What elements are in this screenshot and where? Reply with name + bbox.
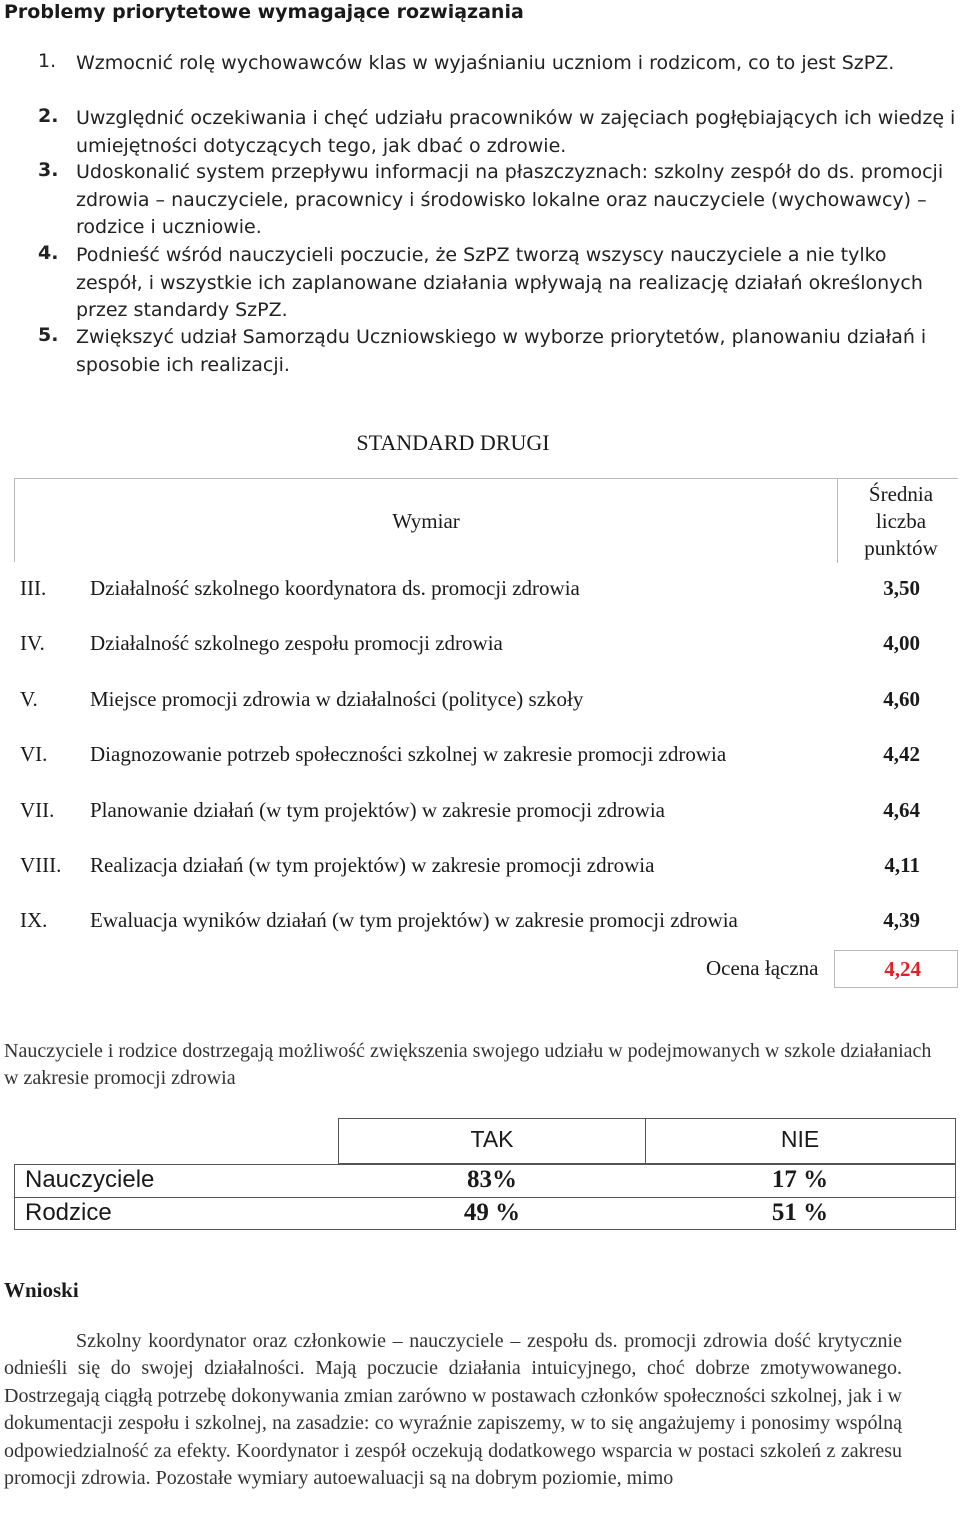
survey-value-tak: 83% (467, 1166, 517, 1193)
total-box (834, 950, 958, 988)
table-row (20, 742, 920, 770)
priority-number: 4. (38, 242, 59, 264)
conclusions-title: Wnioski (4, 1278, 79, 1302)
survey-question: Nauczyciele i rodzice dostrzegają możliwość zwiększenia swojego udziału w podejmowanych w szkole działaniach w zakresie promocji zdrowia (4, 1040, 932, 1089)
row-label: Planowanie działań (w tym projektów) w zakresie promocji zdrowia (90, 798, 665, 822)
table-row (20, 798, 920, 826)
standard-title: STANDARD DRUGI (356, 430, 550, 455)
table-row (20, 576, 920, 604)
survey-value-tak: 49 % (463, 1199, 521, 1226)
survey-table (14, 1118, 958, 1232)
row-value: 4,00 (883, 631, 920, 655)
row-number: VI. (20, 742, 48, 766)
row-label: Diagnozowanie potrzeb społeczności szkolnej w zakresie promocji zdrowia (90, 742, 727, 766)
priorities-title: Problemy priorytetowe wymagające rozwiązania (4, 1, 524, 23)
total-label: Ocena łączna (706, 956, 819, 980)
row-label: Ewaluacja wyników działań (w tym projektów) w zakresie promocji zdrowia (90, 908, 738, 932)
column-header-nie: NIE (780, 1126, 820, 1152)
row-value: 4,11 (884, 853, 920, 877)
survey-header (338, 1118, 956, 1164)
priority-number: 1. (38, 50, 57, 72)
priority-number: 5. (38, 324, 59, 346)
table-row (20, 631, 920, 659)
survey-value-nie: 51 % (771, 1199, 829, 1226)
priority-text: Udoskonalić system przepływu informacji na płaszczyznach: szkolny zespół do ds. promocji zdrowia – nauczyciele, pracownicy i środowisko lokalne oraz nauczyciele (wychowawcy) – rodzice i uczniowie. (76, 161, 944, 238)
row-number: III. (20, 576, 47, 600)
row-label: Działalność szkolnego zespołu promocji zdrowia (90, 631, 503, 655)
survey-row (15, 1165, 955, 1197)
priority-number: 3. (38, 159, 59, 181)
survey-value-nie: 17 % (771, 1166, 829, 1193)
column-header-wymiar: Wymiar (392, 509, 460, 533)
column-header-srednia: Średnia liczba punktów (864, 482, 938, 560)
row-value: 4,64 (883, 798, 920, 822)
row-number: IX. (20, 908, 48, 932)
priority-text: Uwzględnić oczekiwania i chęć udziału pracowników w zajęciach pogłębiających ich wiedzę i umiejętności dotyczących tego, jak dbać o zdrowie. (76, 107, 956, 157)
priority-number: 2. (38, 105, 59, 127)
row-value: 4,42 (883, 742, 920, 766)
table-row (20, 687, 920, 715)
row-number: V. (20, 687, 38, 711)
priority-text: Zwiększyć udział Samorządu Uczniowskiego w wyborze priorytetów, planowaniu działań i sposobie ich realizacji. (76, 326, 927, 376)
survey-row (15, 1198, 955, 1230)
table-row (20, 853, 920, 881)
row-label: Działalność szkolnego koordynatora ds. promocji zdrowia (90, 576, 580, 600)
survey-row-label: Nauczyciele (25, 1166, 155, 1193)
row-label: Realizacja działań (w tym projektów) w zakresie promocji zdrowia (90, 853, 655, 877)
row-value: 4,39 (883, 908, 920, 932)
row-number: VII. (20, 798, 55, 822)
row-number: VIII. (20, 853, 62, 877)
survey-body (14, 1164, 956, 1230)
column-header-tak: TAK (470, 1126, 514, 1152)
row-label: Miejsce promocji zdrowia w działalności (polityce) szkoły (90, 687, 584, 711)
conclusions-text: Szkolny koordynator oraz członkowie – nauczyciele – zespołu ds. promocji zdrowia dość krytycznie odnieśli się do swojej działalności. Mają poczucie działania intuicyjnego, choć dobrze zmotywowanego. Dostrzegają ciągłą potrzebę dokonywania zmian zarówno w postawach członków społeczności szkolnej, jak i w dokumentacji zespołu i szkolnej, na zasadzie: co wyraźnie zapiszemy, w to się angażujemy i ponosimy wspólną odpowiedzialność za efekty. Koordynator i zespół oczekują dodatkowego wsparcia w postaci szkoleń z zakresu promocji zdrowia. Pozostałe wymiary autoewaluacji są na dobrym poziomie, mimo (4, 1330, 902, 1490)
row-value: 3,50 (883, 576, 920, 600)
survey-row-label: Rodzice (25, 1199, 112, 1226)
priority-text: Wzmocnić rolę wychowawców klas w wyjaśnianiu uczniom i rodzicom, co to jest SzPZ. (76, 52, 895, 74)
column-divider (837, 479, 838, 563)
row-number: IV. (20, 631, 45, 655)
total-value: 4,24 (884, 957, 921, 981)
standard-table-header (14, 478, 958, 562)
row-value: 4,60 (883, 687, 920, 711)
priority-text: Podnieść wśród nauczycieli poczucie, że SzPZ tworzą wszyscy nauczyciele a nie tylko zespół, i wszystkie ich zaplanowane działania wpływają na realizację działań określonych przez standardy SzPZ. (76, 244, 923, 321)
table-row (20, 908, 920, 936)
